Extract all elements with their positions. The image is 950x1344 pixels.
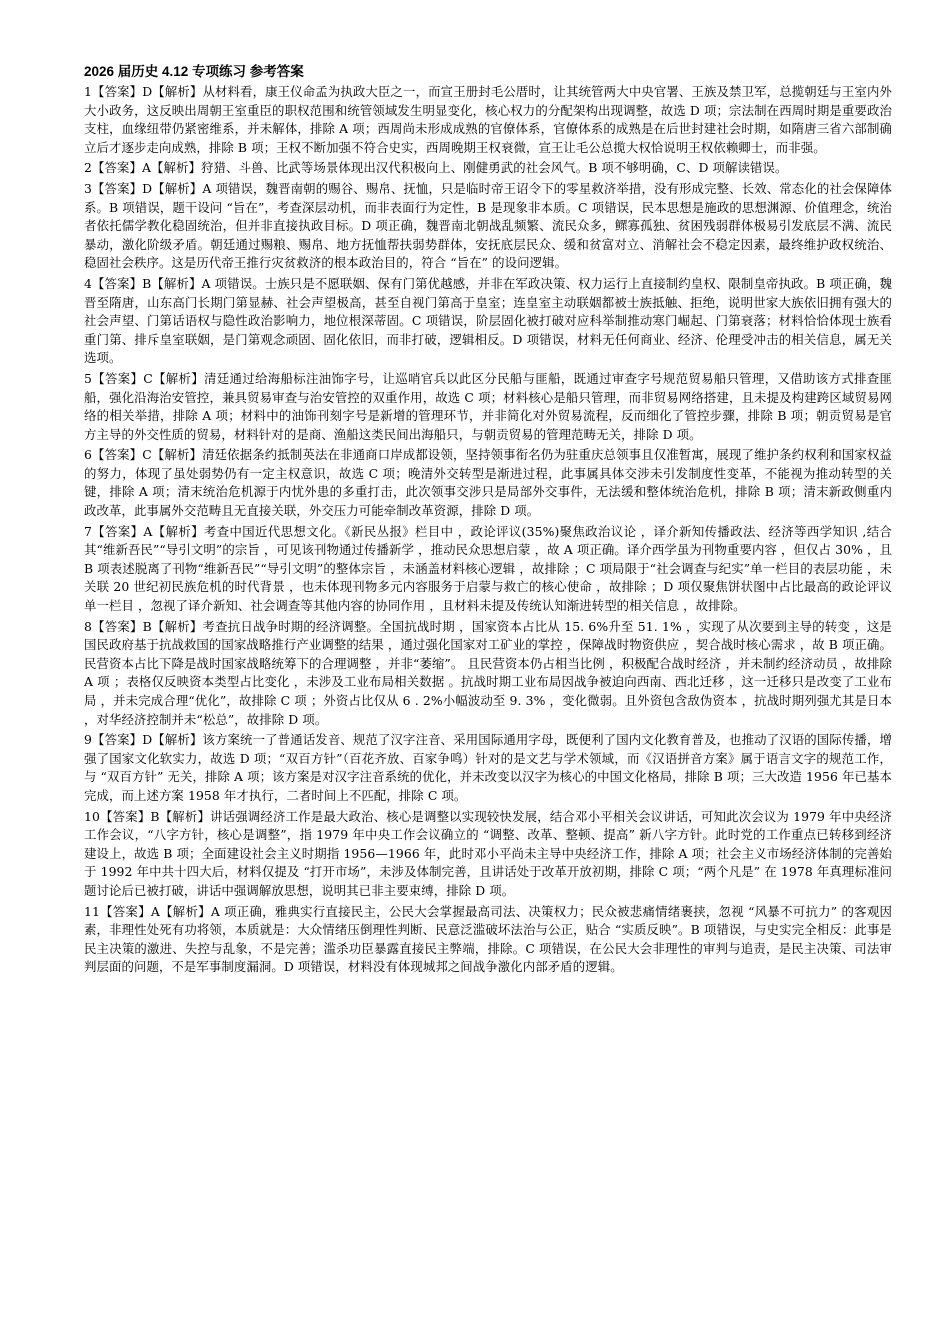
analysis-tag: 【解析】	[151, 275, 202, 291]
answer-tag: 【答案】	[91, 370, 144, 386]
answer-item	[84, 370, 892, 444]
question-number: 2	[84, 160, 92, 176]
analysis-tag: 【解析】	[152, 732, 203, 748]
answer-tag: 【答案】	[91, 447, 143, 463]
answer-item	[84, 83, 892, 157]
answer-item	[84, 159, 892, 178]
analysis-text: 清廷依据条约抵制英法在非通商口岸成都设领，坚持领事衔名仍为驻重庆总领事且仅准暂寓，展现了维护条约权利和国家权益的努力，体现了虽处弱势仍有一定主权意识，故选 C 项；晚清外交转型是渐进过程，此事属具体交涉未引发制度性变革，不能视为推动转型的关键，排除 A 项；清末统治危机源于内忧外患的多重打击，此次领事交涉只是局部外交事件，无法缓和整体统治危机，排除 B 项；清末新政侧重内政改革，此事属外交范畴且无直接关联，外交压力可能牵制改革资源，排除 D 项。	[84, 447, 893, 519]
answer-letter: C	[142, 447, 152, 463]
question-number: 10	[84, 808, 100, 824]
analysis-text: 从材料看，康王仪命孟为执政大臣之一，而宣王册封毛公厝时，让其统管两大中央官署、王族及禁卫军，总揽朝廷与王室内外大小政务，这反映出周朝王室重臣的职权范围和统管领域发生明显变化，核心权力的分配架构出现调整，故选 D 项；宗法制在西周时期是重要政治支柱，血缘纽带仍紧密维系，并未解体，排除 A 项；西周尚未形成成熟的官僚体系，官僚体系的成熟是在后世封建社会时期，如隋唐三省六部制确立后才逐步走向成熟，排除 B 项；王权不断加强不符合史实，西周晚期王权衰微，宣王让毛公总揽大权恰说明王权依赖卿士，而非强。	[84, 84, 892, 155]
page-title: 2026 届历史 4.12 专项练习 参考答案	[84, 64, 304, 79]
answer-letter: D	[142, 180, 153, 196]
answer-tag: 【答案】	[91, 84, 143, 99]
analysis-tag: 【解析】	[151, 447, 203, 463]
question-number: 5	[84, 370, 92, 386]
analysis-tag: 【解析】	[159, 808, 211, 824]
question-number: 3	[84, 180, 92, 196]
question-number: 8	[84, 618, 92, 634]
analysis-tag: 【解析】	[159, 903, 211, 919]
answer-letter: D	[142, 84, 153, 99]
answer-tag: 【答案】	[91, 180, 143, 196]
analysis-text: 考查中国近代思想文化。《新民丛报》栏目中 ，政论评议(35%)聚焦政治议论 ，译介新知传播政法、经济等西学知识 ,结合其“维新吾民”“导引文明”的宗旨 ，可见该刊物通过传播新学 ，推动民众思想启蒙 ，故 A 项正确。译介西学虽为刊物重要内容 ，但仅占 30% ，且 B 项表述脱离了刊物“维新吾民”“导引文明”的整体宗旨 ，未涵盖材料核心逻辑 ，故排除 ；C 项局限于“社会调查与纪实”单一栏目的表层功能 ，未关联 20 世纪初民族危机的时代背景 ，也未体现刊物多元内容服务于启蒙与救亡的核心使命 ，故排除 ；D 项仅聚焦饼状图中占比最高的政论评议单一栏目 ，忽视了译介新知、社会调查等其他内容的协同作用 ，且材料未提及传统认知渐进转型的相关信息 ，故排除。	[84, 523, 892, 614]
analysis-text: A 项正确，雅典实行直接民主，公民大会掌握最高司法、决策权力；民众被悲痛情绪裹挟，忽视 “风暴不可抗力” 的客观因素，非理性处死有功将领，本质就是：大众情绪压倒理性判断、民意泛滥破坏法治与公正，贴合 “实质反映”。B 项错误，与史实完全相反：此事是民主决策的激进、失控与乱象，不是完善；滥杀功臣暴露直接民主弊端，排除。C 项错误，在公民大会非理性的审判与追责，是民主决策、司法审判层面的问题，不是军事制度漏洞。D 项错误，材料没有体现城邦之间战争激化内部矛盾的逻辑。	[84, 903, 892, 975]
question-number: 4	[84, 275, 92, 291]
question-number: 7	[84, 523, 92, 539]
answer-tag: 【答案】	[91, 160, 142, 176]
question-number: 1	[84, 84, 92, 99]
answer-item	[84, 618, 892, 730]
answer-tag: 【答案】	[91, 732, 143, 748]
answer-item	[84, 180, 892, 273]
question-number: 6	[84, 447, 92, 463]
analysis-tag: 【解析】	[152, 523, 204, 539]
answer-item	[84, 731, 892, 805]
analysis-text: A 项错误。士族只是不愿联姻、保有门第优越感，并非在军政决策、权力运行上直接制约皇权、限制皇帝执政。B 项正确，魏晋至隋唐，山东高门长期门第显赫、社会声望极高，甚至自视门第高于皇室；连皇室主动联姻都被士族抵触、拒绝，说明世家大族依旧拥有强大的社会声望、门第话语权与隐性政治影响力，地位根深蒂固。C 项错误，阶层固化被打破对应科举制推动寒门崛起、门第衰落；材料恰恰体现士族看重门第、排斥皇室联姻，是门第观念顽固、固化依旧，而非打破，逻辑相反。D 项错误，材料无任何商业、经济、伦理受冲击的相关信息，属无关选项。	[84, 275, 893, 366]
analysis-tag: 【解析】	[152, 84, 203, 99]
answer-letter: A	[150, 903, 160, 919]
analysis-text: 该方案统一了普通话发音、规范了汉字注音、采用国际通用字母，既便利了国内文化教育普及，也推动了汉语的国际传播，增强了国家文化软实力，故选 D 项；“双百方针”（百花齐放、百家争鸣）针对的是文艺与学术领域，而《汉语拼音方案》属于语言文字的规范工作，与 “双百方针” 无关，排除 A 项；该方案是对汉字注音系统的优化，并未改变以汉字为核心的中国文化格局，排除 B 项；三大改造 1956 年已基本完成，而上述方案 1958 年才执行，二者时间上不匹配，排除 C 项。	[84, 732, 892, 803]
question-number: 11	[84, 903, 100, 919]
answer-item	[84, 523, 892, 616]
analysis-text: 讲话强调经济工作是最大政治、核心是调整以实现较快发展，结合邓小平相关会议讲话，可知此次会议为 1979 年中央经济工作会议，“八字方针，核心是调整”，指 1979 年中央工作会议确立的 “调整、改革、整顿、提高” 新八字方针。此时党的工作重点已转移到经济建设上，故选 B 项；全面建设社会主义时期指 1956—1966 年，此时邓小平尚未主导中央经济工作，排除 A 项；社会主义市场经济体制的完善始于 1992 年中共十四大后，材料仅提及 “打开市场”，未涉及体制完善，且讲话处于改革开放初期，排除 C 项；“两个凡是” 在 1978 年真理标准问题讨论后已被打破，讲话中强调解放思想，说明其已非主要束缚，排除 D 项。	[84, 808, 892, 898]
analysis-tag: 【解析】	[152, 180, 203, 196]
answer-tag: 【答案】	[99, 808, 151, 824]
analysis-text: 狩猎、斗兽、比武等场景体现出汉代积极向上、刚健勇武的社会风气。B 项不够明确，C、D 项解读错误。	[200, 160, 788, 176]
answer-document	[84, 62, 892, 979]
analysis-tag: 【解析】	[152, 370, 205, 386]
answer-tag: 【答案】	[91, 523, 144, 539]
analysis-text: A 项错误，魏晋南朝的赐谷、赐帛、抚恤，只是临时帝王诏令下的零星救济举措，没有形成完整、长效、常态化的社会保障体系。B 项错误，题干设问 “旨在”，考查深层动机，而非表面行为定性，B 是现象非本质。C 项错误，民本思想是施政的思想渊源、价值理念，统治者依托儒学教化稳固统治，但并非直接执政目标。D 项正确，魏晋南北朝战乱频繁、流民众多，鳏寡孤独、贫困残弱群体极易引发底层不满、流民暴动，激化阶级矛盾。朝廷通过赐粮、赐帛、地方抚恤帮扶弱势群体，安抚底层民众、缓和贫富对立、消解社会不稳定因素，最终维护政权统治、稳固社会秩序。这是历代帝王推行灾贫救济的根本政治目的，符合 “旨在” 的设问逻辑。	[84, 180, 892, 271]
answer-list	[84, 83, 892, 977]
answer-letter: D	[142, 732, 153, 748]
question-number: 9	[84, 732, 92, 748]
analysis-text: 清廷通过给海船标注油饰字号，让巡哨官兵以此区分民船与匪船，既通过审查字号规范贸易船只管理，又借助该方式排查匪船，强化沿海治安管控，兼具贸易审查与治安管控的双重作用，故选 C 项；材料核心是船只管理，而非贸易网络搭建，且未提及构建跨区域贸易网络的相关举措，排除 A 项；材料中的油饰刊刻字号是新增的管理环节，并非简化对外贸易流程，反而细化了管控步骤，排除 B 项；朝贡贸易是官方主导的外交性质的贸易，材料针对的是商、渔船这类民间出海船只，与朝贡贸易的管理范畴无关，排除 D 项。	[84, 370, 892, 442]
answer-tag: 【答案】	[99, 903, 151, 919]
answer-letter: A	[143, 523, 153, 539]
answer-letter: B	[150, 808, 160, 824]
analysis-tag: 【解析】	[151, 618, 203, 634]
answer-item	[84, 808, 892, 901]
analysis-tag: 【解析】	[151, 160, 201, 176]
answer-letter: B	[142, 618, 152, 634]
answer-item	[84, 903, 892, 977]
answer-item	[84, 275, 892, 368]
answer-letter: B	[142, 275, 152, 291]
answer-item	[84, 446, 892, 520]
answer-letter: A	[141, 160, 152, 176]
answer-tag: 【答案】	[91, 275, 143, 291]
answer-letter: C	[143, 370, 153, 386]
answer-tag: 【答案】	[91, 618, 143, 634]
analysis-text: 考查抗日战争时期的经济调整。全国抗战时期 ，国家资本占比从 15. 6%升至 51. 1% ，实现了从次要到主导的转变 ，这是国民政府基于抗战救国的国家战略推行产业调整的结果 ，通过强化国家对工矿业的掌控 ，保障战时物资供应 ，契合战时核心需求 ，故 B 项正确。 民营资本占比下降是战时国家战略统筹下的合理调整 ，并非“萎缩”。 且民营资本仍占相当比例 ，积极配合战时经济 ，并未制约经济动员 ，故排除 A 项 ；表格仅反映资本类型占比变化 ，未涉及工业布局相关数据 。抗战时期工业布局因战争被迫向西南、西北迁移 ，这一迁移只是改变了工业布局 ，并未完成合理“优化”，故排除 C 项 ；外资占比仅从 6 . 2%小幅波动至 9. 3% ，变化微弱。且外资包含敌伪资本 ，抗战时期列强尤其是日本 ，对华经济控制并未“松总”，故排除 D 项。	[84, 618, 892, 727]
